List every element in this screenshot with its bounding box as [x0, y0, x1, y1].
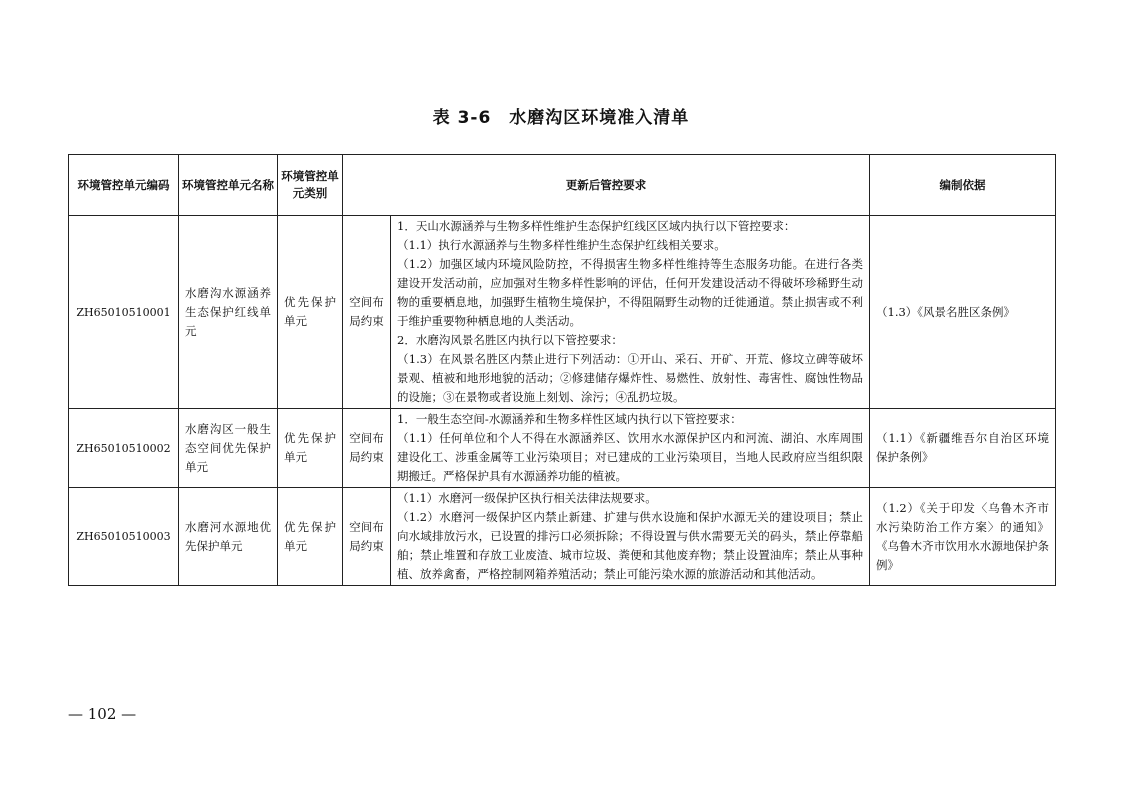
unit-category: 优先保护单元 — [278, 488, 343, 586]
unit-code: ZH65010510002 — [69, 409, 179, 488]
requirement-line: （1.2）加强区域内环境风险防控，不得损害生物多样性维持等生态服务功能。在进行各类建设开发活动前，应加强对生物多样性影响的评估，任何开发建设活动不得破坏珍稀野生动物的重要栖息地，加强野生植物生境保护，不得阻隔野生动物的迁徙通道。禁止损害或不利于维护重要物种栖息地的人类活动。 — [397, 257, 863, 328]
unit-category: 优先保护单元 — [278, 409, 343, 488]
requirements-cell — [391, 488, 870, 586]
header-unit-category: 环境管控单元类别 — [278, 155, 343, 216]
table-row — [69, 216, 1056, 409]
constraint-type: 空间布局约束 — [343, 488, 391, 586]
environmental-access-table — [68, 154, 1056, 586]
requirements-cell — [391, 216, 870, 409]
unit-code: ZH65010510003 — [69, 488, 179, 586]
unit-name: 水磨河水源地优先保护单元 — [179, 488, 278, 586]
unit-name: 水磨沟区一般生态空间优先保护单元 — [179, 409, 278, 488]
basis-cell: （1.3）《风景名胜区条例》 — [870, 216, 1056, 409]
table-row — [69, 488, 1056, 586]
requirement-line: （1.1）执行水源涵养与生物多样性维护生态保护红线相关要求。 — [397, 238, 726, 252]
constraint-type: 空间布局约束 — [343, 216, 391, 409]
table-row — [69, 409, 1056, 488]
basis-cell: （1.1）《新疆维吾尔自治区环境保护条例》 — [870, 409, 1056, 488]
page-number: — 102 — — [68, 705, 137, 723]
header-unit-code: 环境管控单元编码 — [69, 155, 179, 216]
requirements-cell — [391, 409, 870, 488]
unit-code: ZH65010510001 — [69, 216, 179, 409]
requirement-line: （1.1）水磨河一级保护区执行相关法律法规要求。 — [397, 491, 657, 505]
header-requirements: 更新后管控要求 — [343, 155, 870, 216]
unit-name: 水磨沟水源涵养生态保护红线单元 — [179, 216, 278, 409]
requirement-line: 1．天山水源涵养与生物多样性维护生态保护红线区区域内执行以下管控要求： — [397, 219, 796, 233]
requirement-line: （1.3）在风景名胜区内禁止进行下列活动：①开山、采石、开矿、开荒、修坟立碑等破坏景观、植被和地形地貌的活动；②修建储存爆炸性、易燃性、放射性、毒害性、腐蚀性物品的设施；③在景物或者设施上刻划、涂污；④乱扔垃圾。 — [397, 352, 863, 404]
requirement-line: 2．水磨沟风景名胜区内执行以下管控要求： — [397, 333, 623, 347]
requirement-line: （1.2）水磨河一级保护区内禁止新建、扩建与供水设施和保护水源无关的建设项目；禁止向水域排放污水，已设置的排污口必须拆除；不得设置与供水需要无关的码头，禁止停靠船舶；禁止堆置和存放工业废渣、城市垃圾、粪便和其他废弃物；禁止设置油库；禁止从事种植、放养禽畜，严格控制网箱养殖活动；禁止可能污染水源的旅游活动和其他活动。 — [397, 510, 863, 581]
unit-category: 优先保护单元 — [278, 216, 343, 409]
header-basis: 编制依据 — [870, 155, 1056, 216]
header-unit-name: 环境管控单元名称 — [179, 155, 278, 216]
table-header-row — [69, 155, 1056, 216]
basis-cell: （1.2）《关于印发〈乌鲁木齐市水污染防治工作方案〉的通知》《乌鲁木齐市饮用水水源地保护条例》 — [870, 488, 1056, 586]
requirement-line: （1.1）任何单位和个人不得在水源涵养区、饮用水水源保护区内和河流、湖泊、水库周围建设化工、涉重金属等工业污染项目；对已建成的工业污染项目，当地人民政府应当组织限期搬迁。严格保护具有水源涵养功能的植被。 — [397, 431, 863, 483]
page-title: 表 3-6 水磨沟区环境准入清单 — [432, 108, 690, 128]
constraint-type: 空间布局约束 — [343, 409, 391, 488]
requirement-line: 1．一般生态空间-水源涵养和生物多样性区域内执行以下管控要求： — [397, 412, 742, 426]
